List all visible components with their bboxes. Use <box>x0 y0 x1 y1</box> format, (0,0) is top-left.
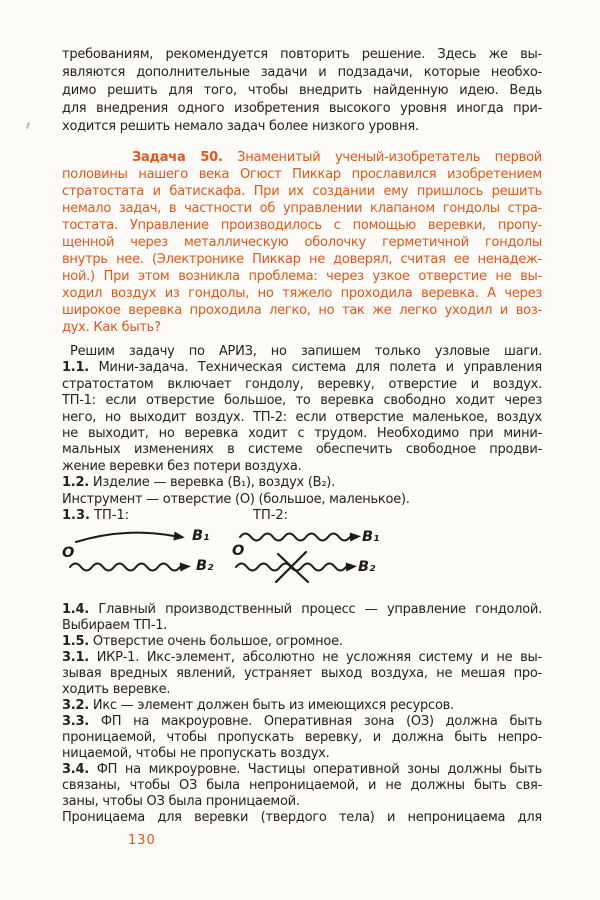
text-line: 1.5. Отверстие очень большое, огромное. <box>62 634 343 650</box>
tp-diagram <box>62 526 542 602</box>
text-line: дух. Как быть? <box>62 320 161 335</box>
text-line: Выбираем ТП-1. <box>62 618 168 634</box>
text-line: жение веревки без потери воздуха. <box>62 458 302 474</box>
text-line: требованиям, рекомендуется повторить решение. Здесь же вы- <box>62 47 542 62</box>
text-line: мальных изменениях в системе обеспечить свободное продви- <box>62 442 542 458</box>
text-line: тостата. Управление производилось с помощью веревки, пропу- <box>62 218 542 233</box>
text-line: ницаемой, чтобы не пропускать воздух. <box>62 746 330 762</box>
o-label: О <box>62 545 75 562</box>
tp2-label: ТП-2: <box>253 507 289 523</box>
text-line: ной.) При этом возникла проблема: через узкое отверстие не вы- <box>62 269 542 284</box>
text-line: Инструмент — отверстие (О) (большое, маленькое). <box>62 491 410 507</box>
step-number: 3.2. <box>62 698 89 714</box>
step-number: 1.5. <box>62 634 89 650</box>
text-line: Задача 50. Знаменитый ученый-изобретатель первой <box>132 150 542 165</box>
text-line: стратостата и батискафа. При их создании ему пришлось решить <box>62 184 542 199</box>
text-line: ходится решить немало задач более низкого уровня. <box>62 119 419 134</box>
text-line: стратостатом включает гондолу, веревку, отверстие и воздух. <box>62 376 542 392</box>
b1-label: В₁ <box>192 528 210 545</box>
step-number: 3.1. <box>62 650 89 666</box>
text-line: 3.2. Икс — элемент должен быть из имеющихся ресурсов. <box>62 698 454 714</box>
step-number: 1.3. <box>62 507 90 523</box>
text-line: щенной через металлическую оболочку герметичной гондолы <box>62 235 542 250</box>
text-line: 3.1. ИКР-1. Икс-элемент, абсолютно не усложняя систему и не вы- <box>62 650 542 666</box>
tp1-label: ТП-1: <box>94 507 130 523</box>
wavy-arrow <box>70 564 180 571</box>
arrowhead <box>346 562 358 572</box>
text-line: 1.1. Мини-задача. Техническая система для полета и управления <box>62 360 542 376</box>
text-line: не выходит, но веревка ходит с трудом. Необходимо при мини- <box>62 425 542 441</box>
solution-steps-top <box>62 344 542 508</box>
text-line: являются дополнительные задачи и подзадачи, которые необхо- <box>62 65 542 80</box>
text-line: для внедрения одного изобретения высокого уровня иногда при- <box>62 101 542 116</box>
b1-label: В₁ <box>362 529 380 546</box>
tp-diagram-arrows <box>62 526 542 602</box>
smooth-arrow <box>76 533 174 542</box>
step-number: 3.4. <box>62 762 89 778</box>
text-line: проницаемой, чтобы пропускать веревку, и должна быть непро- <box>62 730 542 746</box>
arrowhead <box>350 532 362 542</box>
step-number: 1.1. <box>62 360 89 376</box>
task-50-paragraph <box>62 149 542 336</box>
tp-labels-row <box>62 508 542 524</box>
text-line: зывая вредных явлений, устраняет выход воздуха, не мешая про- <box>62 666 542 682</box>
text-line: связаны, чтобы ОЗ была непроницаемой, и не должны быть свя- <box>62 778 542 794</box>
text-line: 1.4. Главный производственный процесс — управление гондолой. <box>62 602 542 618</box>
page-number: 130 <box>128 833 156 849</box>
text-line: ходил воздух из гондолы, но тяжело проходила веревка. А через <box>62 286 542 301</box>
solution-steps-bottom <box>62 602 542 826</box>
text-line: 1.2. Изделие — веревка (В₁), воздух (В₂). <box>62 475 335 491</box>
text-line: половины нашего века Огюст Пиккар прославился изобретением <box>62 167 542 182</box>
wavy-arrow <box>240 534 350 541</box>
step-number: 1.4. <box>62 602 89 618</box>
text-line: ходить веревке. <box>62 682 171 698</box>
text-line: Решим задачу по АРИЗ, но запишем только узловые шаги. <box>70 344 542 359</box>
text-line: Проницаема для веревки (твердого тела) и непроницаема для <box>62 810 542 826</box>
step-number: Задача 50. <box>132 150 223 165</box>
scan-artifact-mark <box>26 122 30 129</box>
arrowhead <box>173 532 185 542</box>
text-line: внутрь нее. (Электронике Пиккар не доверял, считая ее ненадеж- <box>62 252 542 267</box>
text-line: широкое веревка проходила легко, но так же легко уходил и воз- <box>62 303 542 318</box>
text-line: него, но выходит воздух. ТП-2: если отверстие маленькое, воздух <box>62 409 542 425</box>
b2-label: В₂ <box>196 558 214 575</box>
text-line: заны, чтобы ОЗ была проницаемой. <box>62 794 300 810</box>
step-number: 3.3. <box>62 714 89 730</box>
text-line: димо решить для того, чтобы внедрить найденную идею. Ведь <box>62 83 542 98</box>
intro-paragraph <box>62 46 542 136</box>
text-line: 3.3. ФП на макроуровне. Оперативная зона (ОЗ) должна быть <box>62 714 542 730</box>
text-line: 3.4. ФП на микроуровне. Частицы оперативной зоны должны быть <box>62 762 542 778</box>
text-line: немало задач, в частности об управлении клапаном гондолы стра- <box>62 201 542 216</box>
step-number: 1.2. <box>62 475 89 491</box>
o-label: О <box>232 543 245 560</box>
text-line: ТП-1: если отверстие большое, то веревка свободно ходит через <box>62 393 542 409</box>
b2-label: В₂ <box>358 559 376 576</box>
arrowhead <box>180 562 192 572</box>
